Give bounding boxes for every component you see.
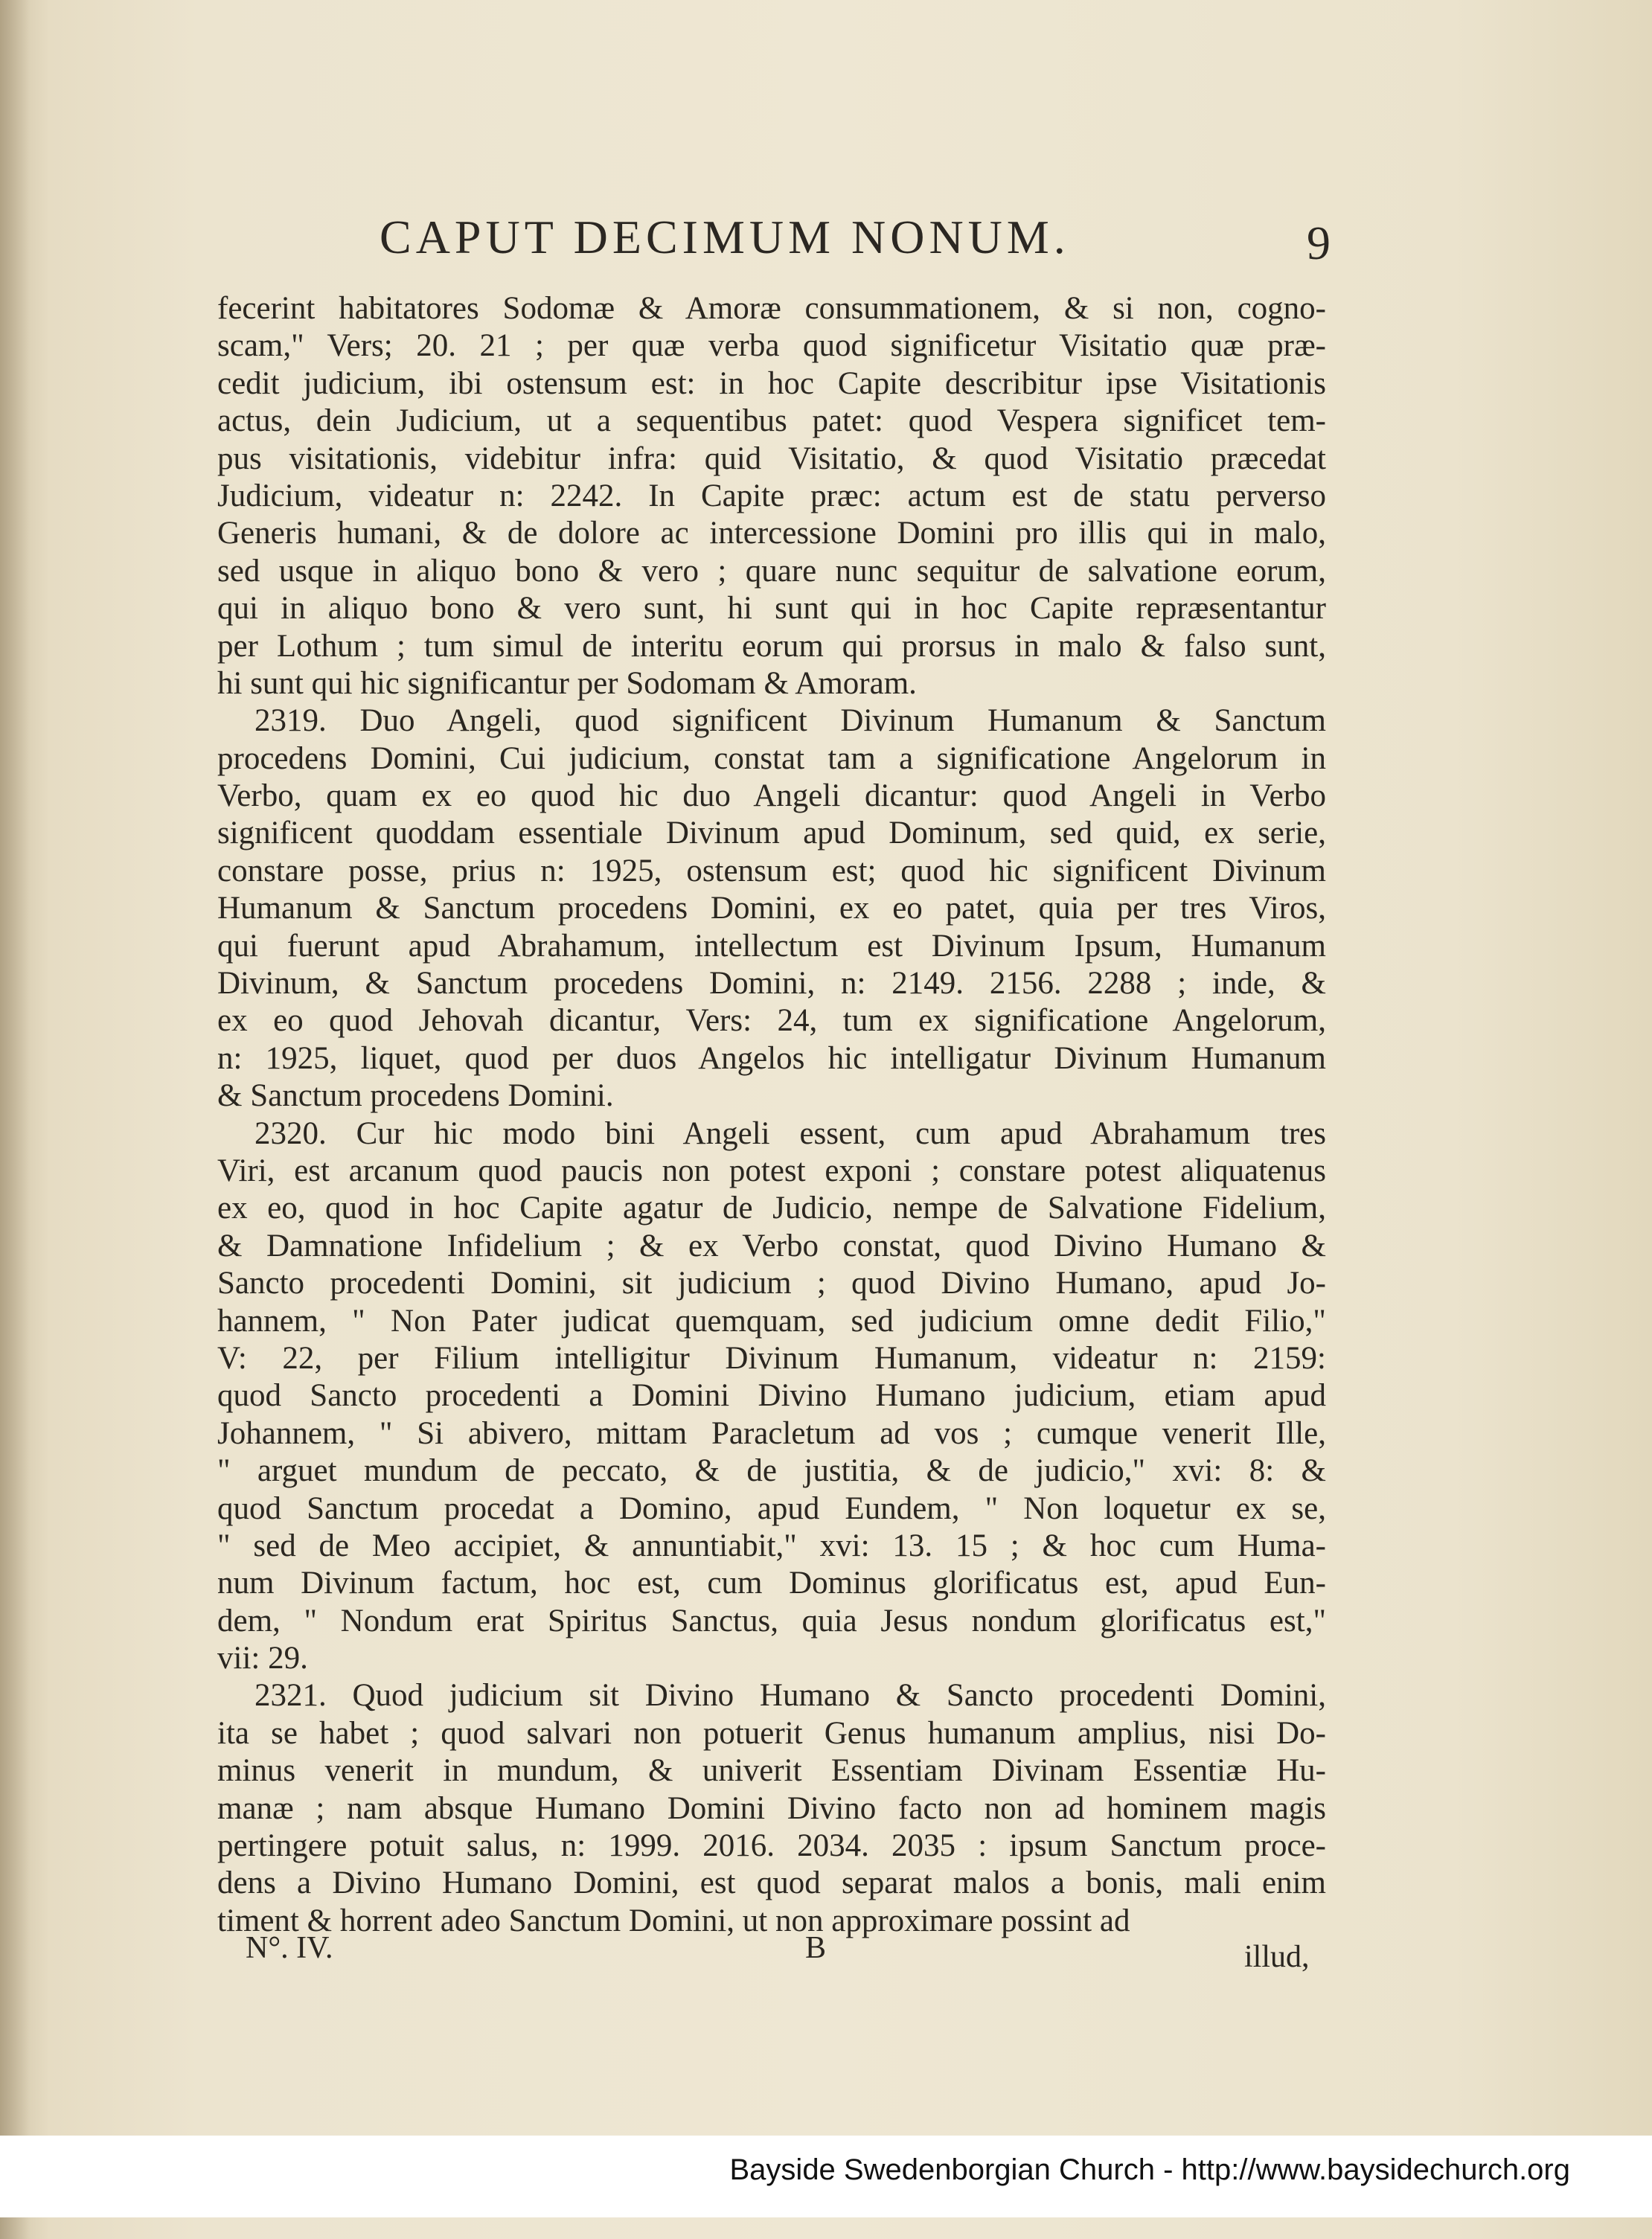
text-line: procedens Domini, Cui judicium, constat tam a significatione Angelorum in bbox=[217, 740, 1326, 776]
text-line: vii: 29. bbox=[217, 1641, 308, 1676]
text-line: n: 1925, liquet, quod per duos Angelos hic intelligatur Divinum Humanum bbox=[217, 1040, 1326, 1076]
text-line: Verbo, quam ex eo quod hic duo Angeli dicantur: quod Angeli in Verbo bbox=[217, 778, 1326, 814]
text-line: qui fuerunt apud Abrahamum, intellectum est Divinum Ipsum, Humanum bbox=[217, 928, 1326, 964]
text-line: 2321. Quod judicium sit Divino Humano & Sancto procedenti Domini, bbox=[254, 1678, 1326, 1714]
text-line: ex eo, quod in hoc Capite agatur de Judicio, nempe de Salvatione Fidelium, bbox=[217, 1191, 1326, 1226]
text-line: Judicium, videatur n: 2242. In Capite præc: actum est de statu perverso bbox=[217, 478, 1326, 513]
text-line: hannem, " Non Pater judicat quemquam, sed judicium omne dedit Filio," bbox=[217, 1303, 1326, 1339]
text-line: dens a Divino Humano Domini, est quod separat malos a bonis, mali enim bbox=[217, 1865, 1326, 1901]
text-line: " arguet mundum de peccato, & de justitia, & de judicio," xvi: 8: & bbox=[217, 1453, 1326, 1489]
signature-letter: B bbox=[805, 1931, 827, 1965]
text-line: 2320. Cur hic modo bini Angeli essent, cum apud Abrahamum tres bbox=[254, 1115, 1326, 1151]
page-edge-shadow bbox=[0, 0, 30, 2239]
page-header bbox=[0, 201, 1652, 283]
text-line: qui in aliquo bono & vero sunt, hi sunt qui in hoc Capite repræsentantur bbox=[217, 591, 1326, 627]
watermark-text: Bayside Swedenborgian Church - http://www.baysidechurch.org bbox=[729, 2153, 1570, 2186]
text-line: timent & horrent adeo Sanctum Domini, ut non approximare possint ad bbox=[217, 1903, 1130, 1938]
text-line: minus venerit in mundum, & univerit Essentiam Divinam Essentiæ Hu- bbox=[217, 1753, 1326, 1789]
page-number: 9 bbox=[1307, 217, 1331, 269]
text-line: hi sunt qui hic significantur per Sodomam & Amoram. bbox=[217, 665, 917, 701]
text-line: sed usque in aliquo bono & vero ; quare nunc sequitur de salvatione eorum, bbox=[217, 553, 1326, 589]
body-text bbox=[217, 290, 1326, 1940]
text-line: significent quoddam essentiale Divinum apud Dominum, sed quid, ex serie, bbox=[217, 816, 1326, 851]
text-line: dem, " Nondum erat Spiritus Sanctus, quia Jesus nondum glorificatus est," bbox=[217, 1603, 1326, 1639]
text-line: cedit judicium, ibi ostensum est: in hoc Capite describitur ipse Visitationis bbox=[217, 365, 1326, 401]
text-line: 2319. Duo Angeli, quod significent Divinum Humanum & Sanctum bbox=[254, 703, 1326, 739]
text-line: ex eo quod Jehovah dicantur, Vers: 24, tum ex significatione Angelorum, bbox=[217, 1003, 1326, 1039]
text-line: actus, dein Judicium, ut a sequentibus patet: quod Vespera significet tem- bbox=[217, 403, 1326, 439]
text-line: Divinum, & Sanctum procedens Domini, n: 2149. 2156. 2288 ; inde, & bbox=[217, 966, 1326, 1002]
text-line: Generis humani, & de dolore ac intercessione Domini pro illis qui in malo, bbox=[217, 516, 1326, 551]
watermark-bar bbox=[0, 2136, 1652, 2217]
text-line: pus visitationis, videbitur infra: quid Visitatio, & quod Visitatio præcedat bbox=[217, 441, 1326, 476]
text-line: Humanum & Sanctum procedens Domini, ex eo patet, quia per tres Viros, bbox=[217, 891, 1326, 926]
text-line: ita se habet ; quod salvari non potuerit Genus humanum amplius, nisi Do- bbox=[217, 1715, 1326, 1751]
running-head: CAPUT DECIMUM NONUM. bbox=[380, 211, 1070, 263]
text-line: scam," Vers; 20. 21 ; per quæ verba quod significetur Visitatio quæ præ- bbox=[217, 328, 1326, 364]
paragraph-para-2320 bbox=[217, 1115, 1326, 1678]
text-line: fecerint habitatores Sodomæ & Amoræ consummationem, & si non, cogno- bbox=[217, 291, 1326, 326]
text-line: Viri, est arcanum quod paucis non potest exponi ; constare potest aliquatenus bbox=[217, 1153, 1326, 1188]
catchword: illud, bbox=[1244, 1940, 1310, 1974]
page-footer bbox=[0, 1930, 1652, 1975]
text-line: quod Sancto procedenti a Domini Divino Humano judicium, etiam apud bbox=[217, 1378, 1326, 1414]
signature-mark: N°. IV. bbox=[246, 1931, 333, 1965]
paragraph-para-2321 bbox=[217, 1677, 1326, 1940]
text-line: V: 22, per Filium intelligitur Divinum Humanum, videatur n: 2159: bbox=[217, 1340, 1326, 1376]
text-line: & Sanctum procedens Domini. bbox=[217, 1078, 614, 1114]
paragraph-continuation bbox=[217, 290, 1326, 702]
text-line: " sed de Meo accipiet, & annuntiabit," xvi: 13. 15 ; & hoc cum Huma- bbox=[217, 1528, 1326, 1563]
text-line: Sancto procedenti Domini, sit judicium ; quod Divino Humano, apud Jo- bbox=[217, 1266, 1326, 1301]
text-line: Johannem, " Si abivero, mittam Paracletum ad vos ; cumque venerit Ille, bbox=[217, 1415, 1326, 1451]
text-line: manæ ; nam absque Humano Domini Divino facto non ad hominem magis bbox=[217, 1790, 1326, 1826]
text-line: constare posse, prius n: 1925, ostensum est; quod hic significent Divinum bbox=[217, 853, 1326, 888]
text-line: & Damnatione Infidelium ; & ex Verbo constat, quod Divino Humano & bbox=[217, 1228, 1326, 1263]
text-line: num Divinum factum, hoc est, cum Dominus glorificatus est, apud Eun- bbox=[217, 1566, 1326, 1601]
text-line: pertingere potuit salus, n: 1999. 2016. 2034. 2035 : ipsum Sanctum proce- bbox=[217, 1828, 1326, 1864]
text-line: per Lothum ; tum simul de interitu eorum qui prorsus in malo & falso sunt, bbox=[217, 628, 1326, 664]
paragraph-para-2319 bbox=[217, 702, 1326, 1115]
text-line: quod Sanctum procedat a Domino, apud Eundem, " Non loquetur ex se, bbox=[217, 1490, 1326, 1526]
